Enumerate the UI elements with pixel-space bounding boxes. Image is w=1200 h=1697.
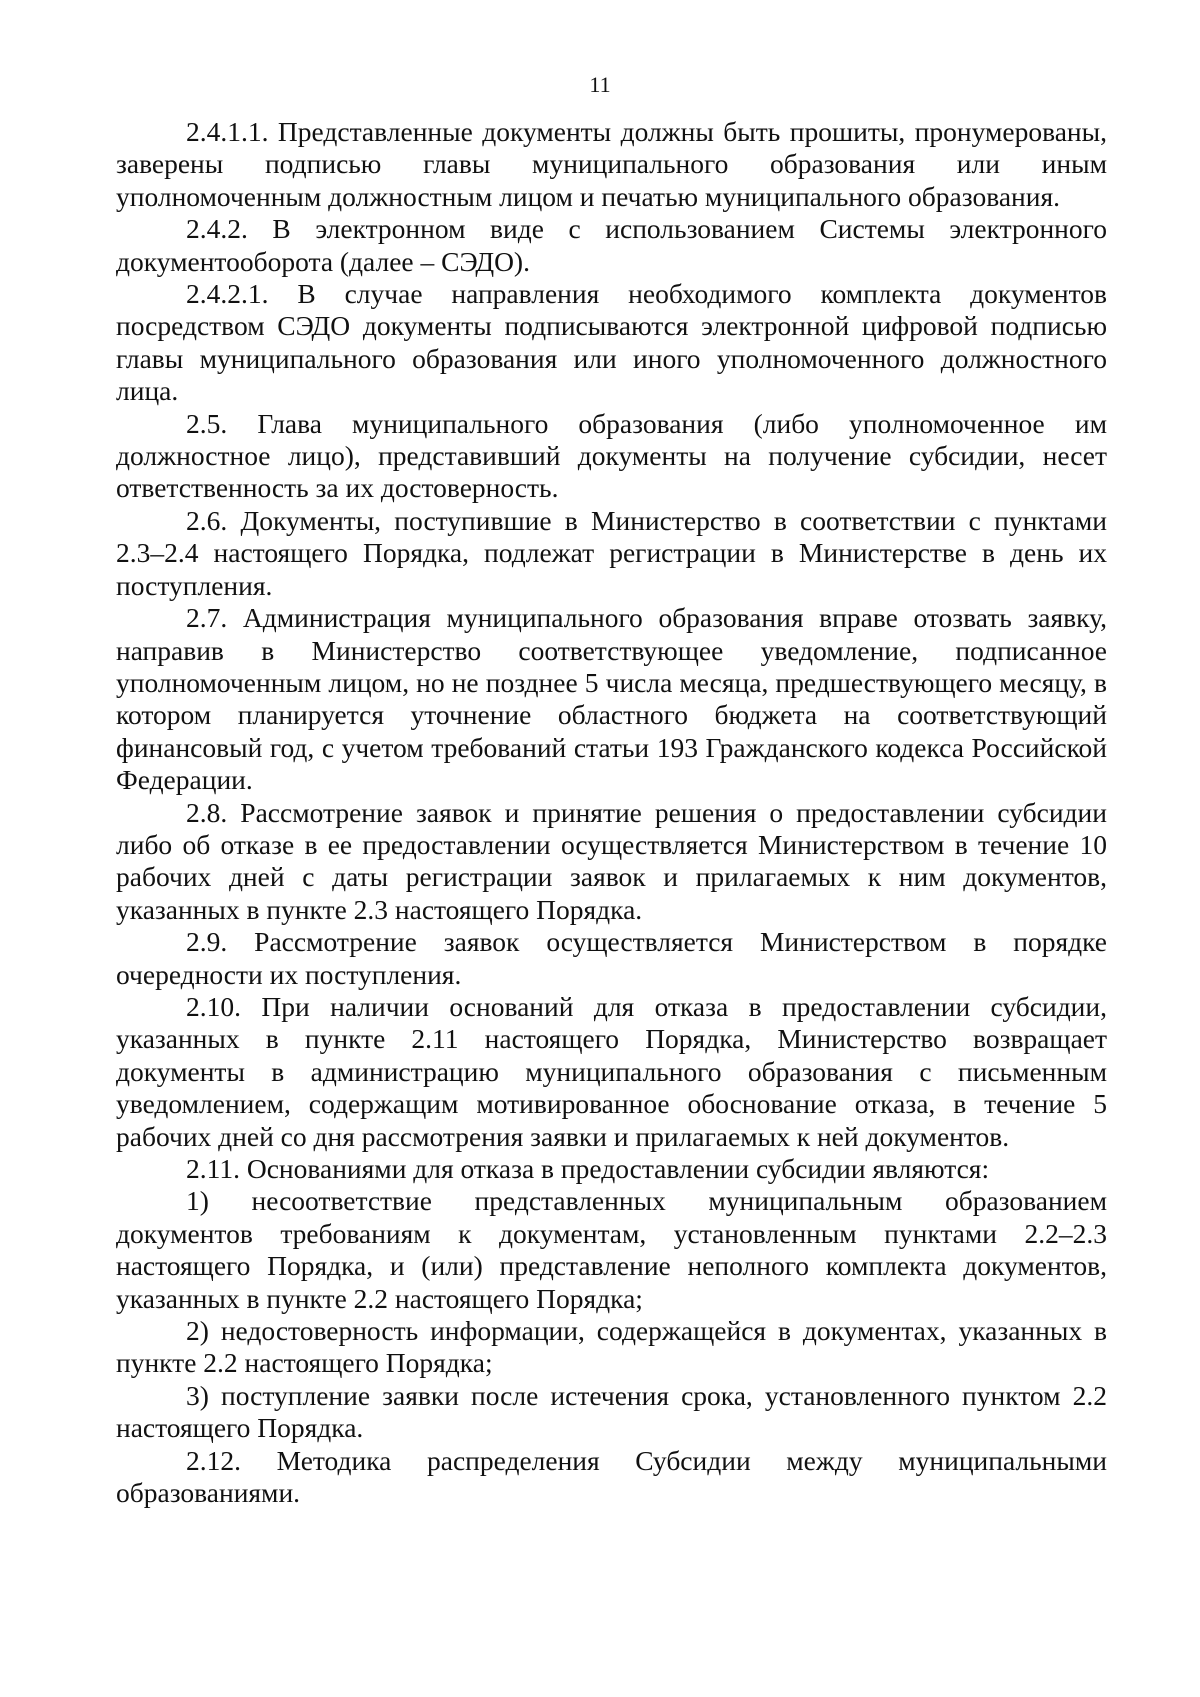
paragraph-2-4-2-1: 2.4.2.1. В случае направления необходимого комплекта документов посредством СЭДО документы подписываются электронной цифровой подписью главы муниципального образования или иного уполномоченного должностного лица. [116, 278, 1107, 407]
paragraph-2-4-1-1: 2.4.1.1. Представленные документы должны быть прошиты, пронумерованы, заверены подписью главы муниципального образования или иным уполномоченным должностным лицом и печатью муниципального образования. [116, 116, 1107, 212]
paragraph-2-6: 2.6. Документы, поступившие в Министерство в соответствии с пунктами 2.3–2.4 настоящего Порядка, подлежат регистрации в Министерстве в день их поступления. [116, 504, 1107, 601]
paragraph-2-5: 2.5. Глава муниципального образования (либо уполномоченное им должностное лицо), представивший документы на получение субсидии, несет ответственность за их достоверность. [116, 407, 1107, 504]
paragraph-2-10: 2.10. При наличии оснований для отказа в предоставлении субсидии, указанных в пункте 2.11 настоящего Порядка, Министерство возвращает документы в администрацию муниципального образования с письменным уведомлением, содержащим мотивированное обоснование отказа, в течение 5 рабочих дней со дня рассмотрения заявки и прилагаемых к ней документов. [116, 990, 1107, 1152]
paragraph-2-8: 2.8. Рассмотрение заявок и принятие решения о предоставлении субсидии либо об отказе в ее предоставлении осуществляется Министерством в течение 10 рабочих дней с даты регистрации заявок и прилагаемых к ним документов, указанных в пункте 2.3 настоящего Порядка. [116, 796, 1107, 925]
list-item-1: 1) несоответствие представленных муниципальным образованием документов требованиям к документам, установленным пунктами 2.2–2.3 настоящего Порядка, и (или) представление неполного комплекта документов, указанных в пункте 2.2 настоящего Порядка; [116, 1185, 1107, 1314]
page-number: 11 [589, 72, 611, 97]
list-item-2: 2) недостоверность информации, содержащейся в документах, указанных в пункте 2.2 настоящего Порядка; [116, 1315, 1107, 1379]
document-body [116, 116, 1107, 1509]
paragraph-2-11: 2.11. Основаниями для отказа в предоставлении субсидии являются: [186, 1153, 990, 1184]
list-item-3: 3) поступление заявки после истечения срока, установленного пунктом 2.2 настоящего Порядка. [116, 1379, 1107, 1444]
paragraph-2-9: 2.9. Рассмотрение заявок осуществляется Министерством в порядке очередности их поступления. [116, 926, 1107, 990]
paragraph-2-7: 2.7. Администрация муниципального образования вправе отозвать заявку, направив в Министерство соответствующее уведомление, подписанное уполномоченным лицом, но не позднее 5 числа месяца, предшествующего месяцу, в котором планируется уточнение областного бюджета на соответствующий финансовый год, с учетом требований статьи 193 Гражданского кодекса Российской Федерации. [116, 602, 1107, 796]
paragraph-2-4-2: 2.4.2. В электронном виде с использованием Системы электронного документооборота (далее – СЭДО). [116, 213, 1107, 277]
paragraph-2-12: 2.12. Методика распределения Субсидии между муниципальными образованиями. [116, 1444, 1107, 1509]
